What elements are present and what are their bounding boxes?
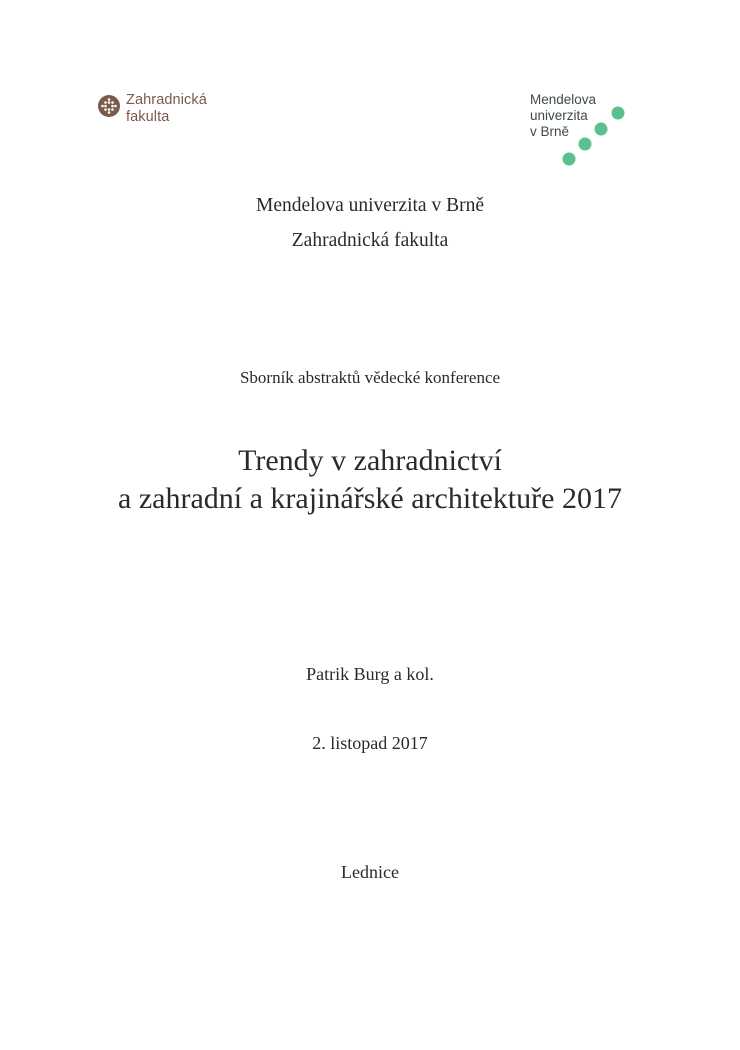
university-logo-line1: Mendelova: [530, 92, 597, 107]
place: Lednice: [341, 862, 399, 882]
university-logo-line2: univerzita: [530, 108, 588, 123]
mendelu-logo: [530, 92, 640, 172]
conference-title-line1: Trendy v zahradnictví: [238, 444, 502, 477]
university-dots-icon: [530, 92, 640, 172]
author: Patrik Burg a kol.: [306, 664, 434, 684]
faculty-emblem-icon: [98, 95, 120, 117]
faculty-logo-text: [126, 92, 207, 126]
university-name: Mendelova univerzita v Brně: [256, 195, 484, 216]
date: 2. listopad 2017: [312, 733, 428, 753]
university-logo-line3: v Brně: [530, 124, 570, 139]
faculty-logo-line2: fakulta: [126, 109, 170, 125]
faculty-name: Zahradnická fakulta: [291, 230, 449, 251]
zahradnicka-fakulta-logo: [98, 92, 207, 126]
faculty-logo-line1: Zahradnická: [126, 92, 207, 108]
proceedings-subtitle: Sborník abstraktů vědecké konference: [239, 368, 501, 387]
conference-title-line2: a zahradní a krajinářské architektuře 2017: [118, 482, 622, 515]
